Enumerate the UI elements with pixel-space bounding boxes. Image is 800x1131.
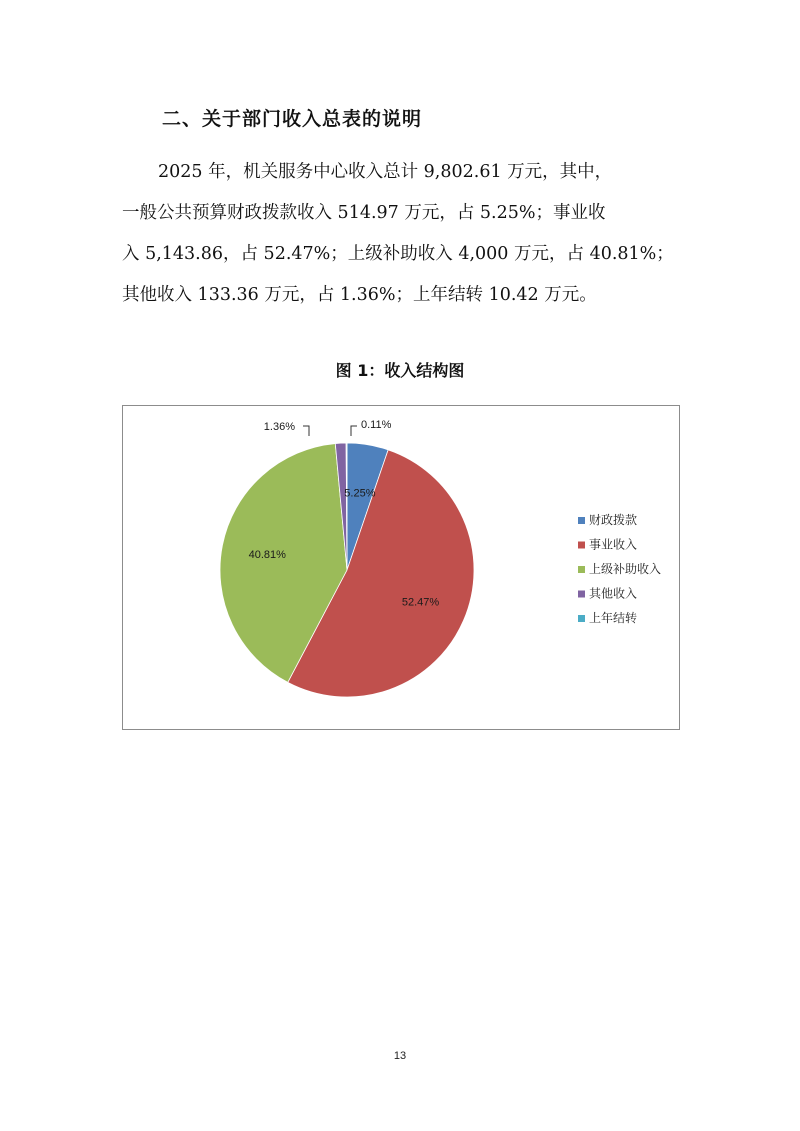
pie-slices [220, 443, 474, 697]
legend-label: 上年结转 [589, 611, 638, 625]
figure-title: 图 1：收入结构图 [335, 361, 465, 380]
legend-swatch [578, 591, 585, 598]
chart-frame [122, 405, 680, 730]
legend-swatch [578, 566, 585, 573]
data-label: 5.25% [344, 487, 376, 500]
legend-label: 上级补助收入 [589, 562, 662, 576]
data-label: 0.11% [361, 419, 392, 431]
leader-line [351, 426, 357, 436]
legend-swatch [578, 542, 585, 549]
legend-swatch [578, 615, 585, 622]
data-label: 52.47% [401, 596, 440, 609]
paragraph-line: 一般公共预算财政拨款收入 514.97 万元，占 5.25%；事业收 [122, 203, 606, 223]
description-paragraph [122, 152, 684, 316]
legend-label: 其他收入 [589, 586, 638, 601]
paragraph-line: 其他收入 133.36 万元，占 1.36%；上年结转 10.42 万元。 [122, 285, 597, 305]
legend-label: 事业收入 [589, 537, 638, 552]
leader-line [303, 426, 309, 436]
paragraph-line: 2025 年，机关服务中心收入总计 9,802.61 万元，其中， [158, 162, 613, 182]
data-label: 1.36% [263, 421, 295, 433]
paragraph-line: 入 5,143.86，占 52.47%；上级补助收入 4,000 万元，占 40.81%； [122, 244, 674, 264]
chart-legend [578, 512, 661, 625]
page-number: 13 [393, 1050, 407, 1062]
pie-chart [123, 406, 678, 728]
data-label: 40.81% [248, 549, 286, 562]
section-heading: 二、关于部门收入总表的说明 [162, 108, 423, 130]
legend-label: 财政拨款 [589, 513, 638, 527]
legend-swatch [578, 517, 585, 524]
